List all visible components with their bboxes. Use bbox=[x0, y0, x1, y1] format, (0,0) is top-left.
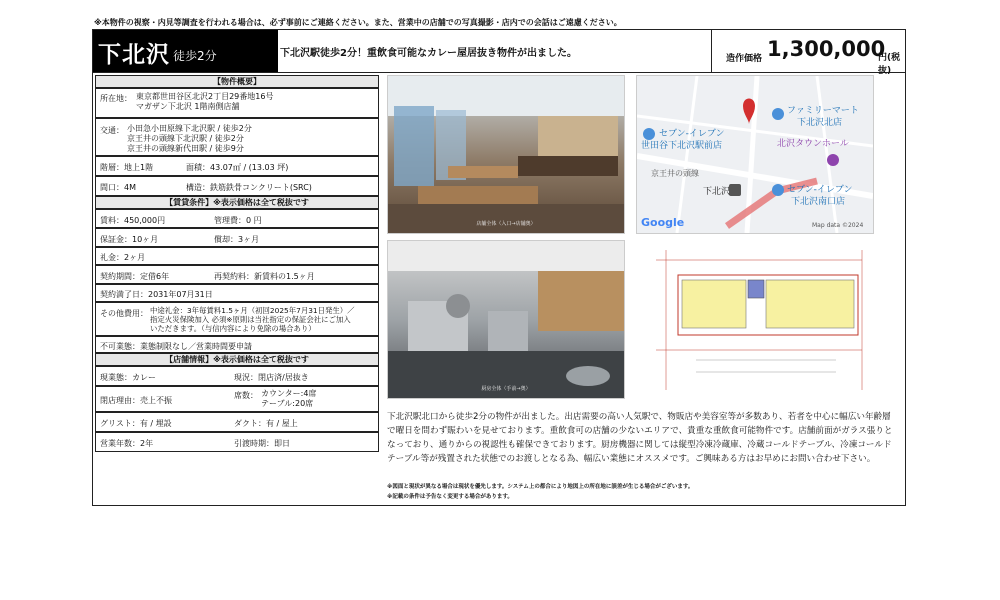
row-reason bbox=[95, 386, 379, 412]
section-overview: 【物件概要】 bbox=[95, 75, 379, 88]
handover-text: 引渡時期：即日 bbox=[234, 439, 290, 448]
frontage-text: 間口：4M bbox=[100, 183, 136, 192]
other-label: その他費用： bbox=[100, 309, 148, 318]
footnote-1: ※図面と現状が異なる場合は現状を優先します。システム上の都合により地図上の所在地に誤差が生じる場合がございます。 bbox=[387, 484, 694, 490]
price-block bbox=[711, 30, 906, 76]
property-sheet bbox=[92, 29, 906, 506]
interior-photo bbox=[387, 75, 625, 234]
row-frontage bbox=[95, 176, 379, 196]
kitchen-caption: 厨房全体（手前→奥） bbox=[481, 386, 531, 392]
map-seven1-branch: 世田谷下北沢駅前店 bbox=[641, 141, 723, 151]
keymoney-text: 礼金：2ヶ月 bbox=[100, 253, 146, 262]
access-line-2: 京王井の頭線下北沢駅 / 徒歩2分 bbox=[127, 134, 244, 143]
price-value: 1,300,000 bbox=[767, 37, 886, 61]
expiry-text: 契約満了日：2031年07月31日 bbox=[100, 290, 213, 299]
row-address bbox=[95, 88, 379, 118]
map-hall: 北沢タウンホール bbox=[777, 139, 849, 149]
kitchen-photo bbox=[387, 240, 625, 399]
interior-illustration bbox=[388, 76, 624, 233]
seats-label: 席数： bbox=[234, 391, 258, 400]
current-type-text: 現業態：カレー bbox=[100, 373, 156, 382]
forbidden-text: 不可業態：業態制限なし／営業時間要申請 bbox=[100, 342, 252, 351]
map-station: 下北沢 bbox=[703, 187, 731, 197]
price-unit: 円(税抜) bbox=[878, 53, 901, 76]
map-familymart-branch: 下北沢北店 bbox=[797, 118, 843, 128]
address-line-1: 東京都世田谷区北沢2丁目29番地16号 bbox=[136, 92, 274, 101]
duct-text: ダクト：有 / 屋上 bbox=[234, 419, 298, 428]
other-line-3: いただきます。（与信内容により免除の場合あり） bbox=[150, 324, 316, 333]
map-data-credit: Map data ©2024 bbox=[812, 222, 864, 229]
map-illustration bbox=[637, 76, 873, 233]
years-text: 営業年数：2年 bbox=[100, 439, 154, 448]
walk-time: 徒歩2分 bbox=[173, 49, 217, 63]
row-other-fees bbox=[95, 302, 379, 336]
address-line-2: マガザン下北沢 1階南側店舗 bbox=[136, 102, 240, 111]
other-line-1: 中途礼金：3年毎賃料1.5ヶ月（初回2025年7月31日発生）／ bbox=[150, 306, 355, 315]
row-expiry bbox=[95, 284, 379, 302]
floor-text: 階層：地上1階 bbox=[100, 163, 154, 172]
deposit-text: 保証金：10ヶ月 bbox=[100, 235, 159, 244]
map-seven2-branch: 下北沢南口店 bbox=[791, 197, 846, 207]
structure-text: 構造：鉄筋鉄骨コンクリート(SRC) bbox=[186, 183, 312, 192]
row-deposit bbox=[95, 228, 379, 247]
sheet-header bbox=[93, 30, 905, 76]
floor-plan bbox=[636, 240, 872, 397]
row-floor bbox=[95, 156, 379, 176]
rent-text: 賃料：450,000円 bbox=[100, 216, 166, 225]
row-current bbox=[95, 366, 379, 386]
term-text: 契約期間：定借6年 bbox=[100, 272, 170, 281]
row-rent bbox=[95, 209, 379, 228]
kitchen-illustration bbox=[388, 241, 624, 398]
description-text: 下北沢駅北口から徒歩2分の物件が出ました。出店需要の高い人気駅で、物販店や美容室等が多数あり、若者を中心に幅広い年齢層で曜日を問わず賑わいを見せております。重飲食可の店舗の少ないエリアで、貴重な重飲食可能物件です。店舗前面がガラス張りとなっており、通りからの視認性も確保できております。厨房機器に関しては縦型冷凍冷蔵庫、冷蔵コールドテーブル、冷凍コールドテーブル等が残置された状態でのお渡しとなる為、幅広い業態にオススメです。ご興味ある方はお早めにお問い合わせ下さい。 bbox=[387, 412, 893, 464]
station-block bbox=[93, 30, 278, 72]
map-google-logo: Google bbox=[641, 216, 685, 229]
access-line-3: 京王井の頭線新代田駅 / 徒歩9分 bbox=[127, 144, 244, 153]
floor-plan-drawing bbox=[636, 240, 872, 397]
map-street: 京王井の頭線 bbox=[651, 169, 699, 178]
row-term bbox=[95, 265, 379, 284]
access-line-1: 小田急小田原線下北沢駅 / 徒歩2分 bbox=[127, 124, 252, 133]
seats-line-2: テーブル:20席 bbox=[261, 399, 314, 408]
row-trap bbox=[95, 412, 379, 432]
footnote-2: ※記載の条件は予告なく変更する場合があります。 bbox=[387, 494, 513, 500]
reason-text: 閉店理由：売上不振 bbox=[100, 396, 172, 405]
mgmt-text: 管理費：0 円 bbox=[214, 216, 262, 225]
renewal-text: 再契約料：新賃料の1.5ヶ月 bbox=[214, 272, 315, 281]
status-text: 現況：閉店済/居抜き bbox=[234, 373, 309, 382]
catch-copy: 下北沢駅徒歩2分！重飲食可能なカレー屋居抜き物件が出ました。 bbox=[280, 48, 577, 59]
row-keymoney bbox=[95, 247, 379, 265]
seats-line-1: カウンター:4席 bbox=[261, 389, 317, 398]
price-label: 造作価格 bbox=[726, 54, 763, 64]
section-lease: 【賃貸条件】※表示価格は全て税抜です bbox=[95, 196, 379, 209]
section-store: 【店舗情報】※表示価格は全て税抜です bbox=[95, 353, 379, 366]
map-familymart: ファミリーマート bbox=[787, 106, 859, 116]
station-name: 下北沢 bbox=[98, 42, 170, 68]
map-seven2: セブン-イレブン bbox=[787, 185, 853, 195]
row-access bbox=[95, 118, 379, 156]
other-line-2: 指定火災保険加入 必須※原則は当社指定の保証会社にご加入 bbox=[150, 315, 351, 324]
access-label: 交通： bbox=[100, 126, 124, 135]
map-image bbox=[636, 75, 874, 234]
row-years bbox=[95, 432, 379, 452]
notice-text: ※本物件の視察・内見等調査を行われる場合は、必ず事前にご連絡ください。また、営業中の店舗での写真撮影・店内での会話はご遠慮ください。 bbox=[94, 18, 622, 27]
map-seven1: セブン-イレブン bbox=[659, 129, 725, 139]
area-text: 面積：43.07㎡ / (13.03 坪) bbox=[186, 163, 289, 172]
amort-text: 償却：3ヶ月 bbox=[214, 235, 260, 244]
address-label: 所在地： bbox=[100, 94, 132, 103]
interior-caption: 店舗全体（入口→店舗奥） bbox=[476, 221, 536, 227]
row-forbidden bbox=[95, 336, 379, 353]
trap-text: グリスト：有 / 埋設 bbox=[100, 419, 172, 428]
